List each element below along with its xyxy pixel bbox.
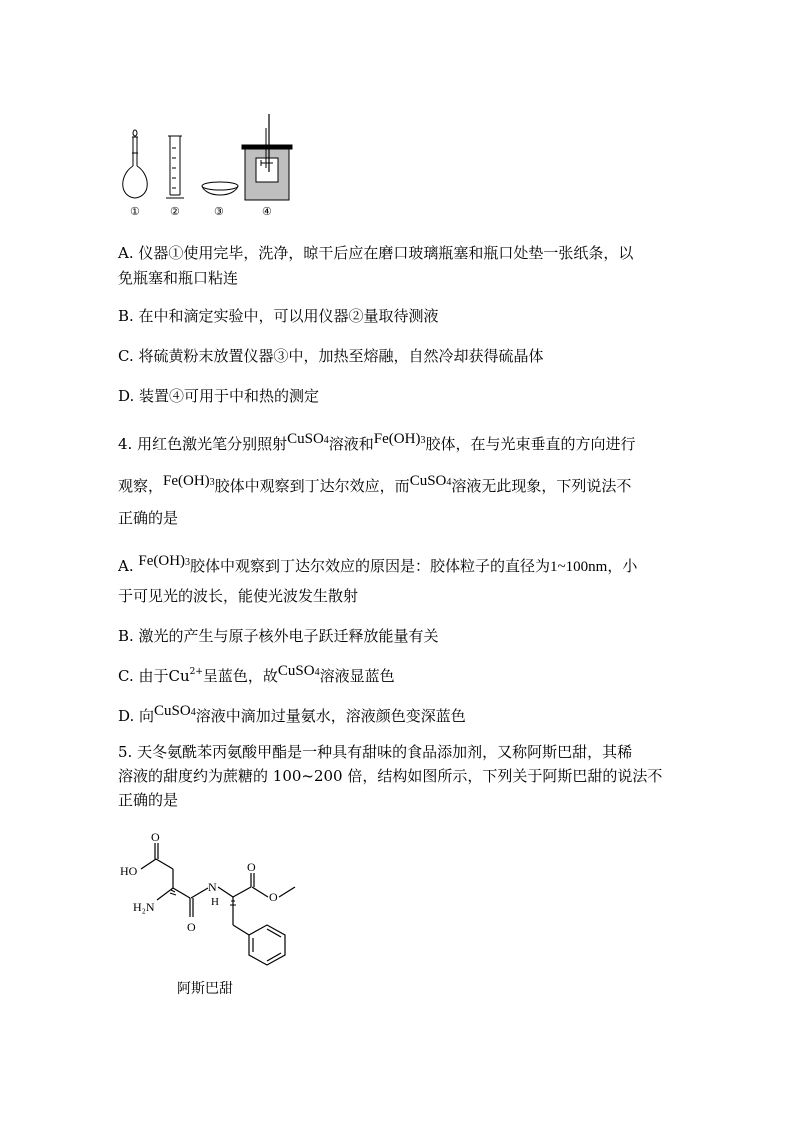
q4-stem-line2: 观察，Fe(OH)3胶体中观察到丁达尔效应，而CuSO4溶液无此现象，下列说法不 — [118, 473, 632, 495]
q4-option-c: C. 由于$Cu^{2+}$呈蓝色，故CuSO4溶液显蓝色 — [118, 663, 395, 685]
aspartame-structure — [115, 825, 315, 1000]
instruments-figure — [110, 108, 300, 223]
q5-stem-line2: 溶液的甜度约为蔗糖的 100~200 倍，结构如图所示，下列关于阿斯巴甜的说法不 — [118, 767, 663, 785]
structure-caption: 阿斯巴甜 — [177, 982, 233, 997]
structure-ho: HO — [120, 864, 138, 878]
instrument-label-1: ① — [130, 206, 140, 218]
q3-option-c: C. 将硫黄粉末放置仪器③中，加热至熔融，自然冷却获得硫晶体 — [118, 347, 544, 365]
evaporating-dish-icon — [202, 182, 238, 195]
instrument-label-2: ② — [170, 206, 180, 218]
q4-option-d: D. 向CuSO4溶液中滴加过量氨水，溶液颜色变深蓝色 — [118, 703, 466, 725]
structure-n: N — [208, 880, 217, 894]
structure-h: H — [211, 896, 219, 908]
q3-option-a-line2: 免瓶塞和瓶口粘连 — [118, 269, 239, 287]
structure-o-right: O — [247, 860, 256, 874]
q4-stem-line1: 4. 用红色激光笔分别照射CuSO4溶液和Fe(OH)3胶体，在与光束垂直的方向进行 — [118, 431, 636, 453]
volumetric-flask-icon — [123, 130, 148, 198]
structure-o-top: O — [151, 830, 160, 844]
q5-stem-line3: 正确的是 — [118, 791, 179, 809]
q4-option-b: B. 激光的产生与原子核外电子跃迁释放能量有关 — [118, 627, 439, 645]
structure-o-ester: O — [269, 890, 278, 904]
q3-option-b: B. 在中和滴定实验中，可以用仪器②量取待测液 — [118, 307, 439, 325]
q4-option-a-line1: A. Fe(OH)3胶体中观察到丁达尔效应的原因是：胶体粒子的直径为1~100nm，小 — [118, 553, 638, 575]
q4-option-a-line2: 于可见光的波长，能使光波发生散射 — [118, 587, 359, 605]
instrument-label-4: ④ — [262, 206, 272, 218]
q5-stem-line1: 5. 天冬氨酰苯丙氨酸甲酯是一种具有甜味的食品添加剂，又称阿斯巴甜，其稀 — [118, 743, 633, 761]
structure-o-bottom: O — [187, 920, 196, 934]
calorimeter-icon — [242, 114, 292, 200]
instrument-label-3: ③ — [214, 206, 224, 218]
graduated-cylinder-icon — [166, 136, 184, 198]
q4-stem-line3: 正确的是 — [118, 509, 179, 527]
q3-option-a-line1: A. 仪器①使用完毕，洗净，晾干后应在磨口玻璃瓶塞和瓶口处垫一张纸条，以 — [118, 244, 634, 262]
structure-h2n: H₂N — [133, 900, 155, 914]
q3-option-d: D. 装置④可用于中和热的测定 — [118, 387, 320, 405]
